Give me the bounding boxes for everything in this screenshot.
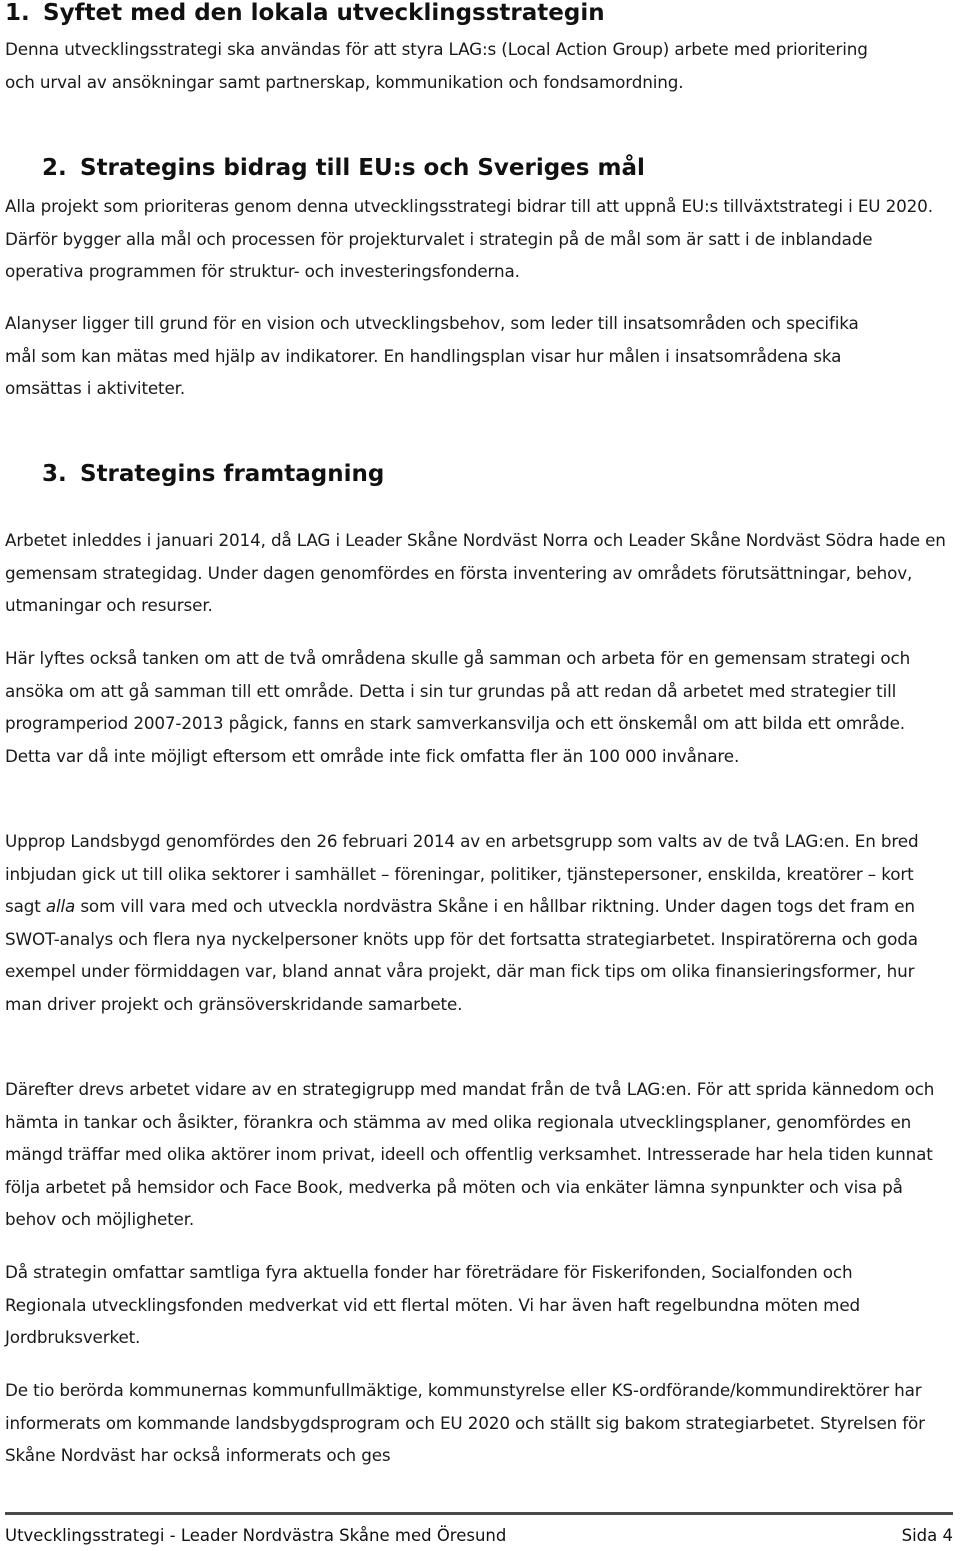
section-3-paragraph-6: De tio berörda kommunernas kommunfullmäktige, kommunstyrelse eller KS-ordförande/kommundirektörer har informerats om kommande landsbygdsprogram och EU 2020 och ställt sig bakom strategiarbetet. Styrelsen för Skåne Nordväst har också informerats och ges: [5, 1380, 925, 1465]
section-1-title: Syftet med den lokala utvecklingsstrategin: [43, 0, 605, 26]
footer-document-title: Utvecklingsstrategi - Leader Nordvästra Skåne med Öresund: [5, 1526, 507, 1545]
section-3-heading: [42, 460, 942, 488]
section-1-heading: [5, 0, 953, 27]
section-2-number: 2.: [42, 155, 67, 181]
footer-page-number: Sida 4: [901, 1526, 953, 1545]
section-3-title: Strategins framtagning: [80, 461, 385, 487]
section-1-paragraph-1: Denna utvecklingsstrategi ska användas för att styra LAG:s (Local Action Group) arbete med prioritering och urval av ansökningar samt partnerskap, kommunikation och fondsamordning.: [5, 39, 868, 92]
section-3-paragraph-4: Därefter drevs arbetet vidare av en strategigrupp med mandat från de två LAG:en. För att sprida kännedom och hämta in tankar och åsikter, förankra och stämma av med olika regionala utvecklingsplaner, genomfördes en mängd träffar med olika aktörer inom privat, ideell och offentlig verksamhet. Intresserade har hela tiden kunnat följa arbetet på hemsidor och Face Book, medverka på möten och via enkäter lämna synpunkter och visa på behov och möjligheter.: [5, 1079, 935, 1229]
section-2-paragraph-2: Alanyser ligger till grund för en vision och utvecklingsbehov, som leder till insatsområden och specifika mål som kan mätas med hjälp av indikatorer. En handlingsplan visar hur målen i insatsområdena ska omsättas i aktiviteter.: [5, 313, 859, 398]
section-3-paragraph-1: Arbetet inleddes i januari 2014, då LAG i Leader Skåne Nordväst Norra och Leader Skåne Nordväst Södra hade en gemensam strategidag. Under dagen genomfördes en första inventering av områdets förutsättningar, behov, utmaningar och resurser.: [5, 530, 946, 615]
section-2-heading: [42, 154, 942, 182]
section-3-paragraph-3-text: Upprop Landsbygd genomfördes den 26 februari 2014 av en arbetsgrupp som valts av de två LAG:en. En bred inbjudan gick ut till olika sektorer i samhället – föreningar, politiker, tjänstepersoner, enskilda, kreatörer – kort sagt alla som vill vara med och utveckla nordvästra Skåne i en hållbar riktning. Under dagen togs det fram en SWOT-analys och flera nya nyckelpersoner knöts upp för det fortsatta strategiarbetet. Inspiratörerna och goda exempel under förmiddagen var, bland annat våra projekt, där man fick tips om olika finansieringsformer, hur man driver projekt och gränsöverskridande samarbete.: [5, 831, 919, 1014]
section-2-title: Strategins bidrag till EU:s och Sveriges mål: [80, 155, 645, 181]
section-1-number: 1.: [5, 0, 30, 26]
footer-divider: [5, 1512, 953, 1515]
section-2-paragraph-1: Alla projekt som prioriteras genom denna utvecklingsstrategi bidrar till att uppnå EU:s tillväxtstrategi i EU 2020. Därför bygger alla mål och processen för projekturvalet i strategin på de mål som är satt i de inblandade operativa programmen för struktur- och investeringsfonderna.: [5, 196, 933, 281]
section-3-number: 3.: [42, 461, 67, 487]
section-3-paragraph-3: [5, 825, 953, 1020]
section-3-paragraph-2: Här lyftes också tanken om att de två områdena skulle gå samman och arbeta för en gemensam strategi och ansöka om att gå samman till ett område. Detta i sin tur grundas på att redan då arbetet med strategier till programperiod 2007-2013 pågick, fanns en stark samverkansvilja och ett önskemål om att bilda ett område. Detta var då inte möjligt eftersom ett område inte fick omfatta fler än 100 000 invånare.: [5, 648, 911, 766]
emphasis-word: alla: [45, 896, 76, 916]
section-3-paragraph-5: Då strategin omfattar samtliga fyra aktuella fonder har företrädare för Fiskerifonden, Socialfonden och Regionala utvecklingsfonden medverkat vid ett flertal möten. Vi har även haft regelbundna möten med Jordbruksverket.: [5, 1262, 861, 1347]
